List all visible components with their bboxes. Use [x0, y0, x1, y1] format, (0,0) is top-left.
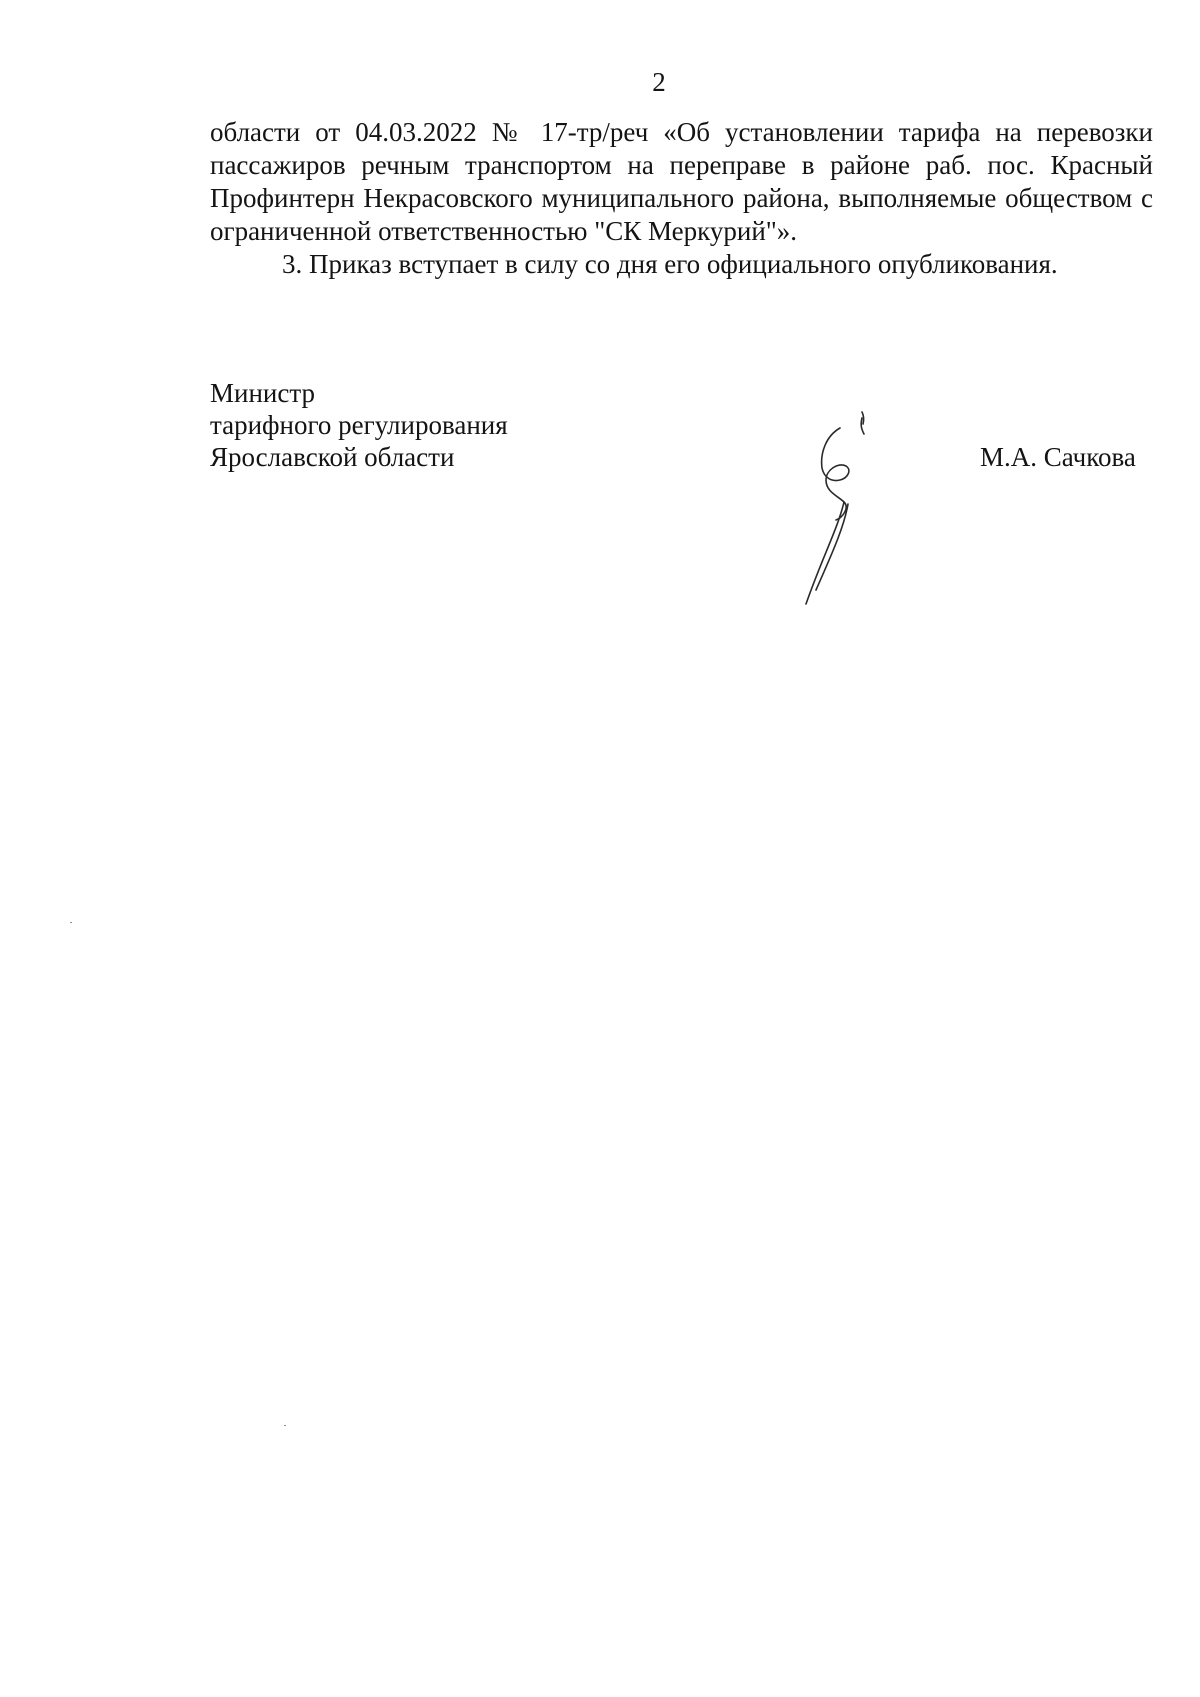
scan-speck	[284, 1425, 286, 1426]
signatory-name: М.А. Сачкова	[980, 442, 1136, 472]
signatory-title-line: Министр	[210, 378, 315, 408]
handwritten-signature	[796, 408, 906, 628]
signatory-title-line: тарифного регулирования	[210, 410, 508, 440]
scan-speck	[70, 922, 72, 923]
paragraph-item-3: 3. Приказ вступает в силу со дня его официального опубликования.	[282, 249, 1058, 279]
page-number: 2	[652, 67, 666, 97]
signatory-title	[210, 377, 508, 473]
paragraph-continuation: области от 04.03.2022 № 17-тр/реч «Об установлении тарифа на перевозки пассажиров речным транспортом на переправе в районе раб. пос. Красный Профинтерн Некрасовского муниципального района, выполняемые обществом с ограниченной ответственностью "СК Меркурий"».	[210, 117, 1153, 246]
document-body	[210, 116, 1153, 281]
signatory-title-line: Ярославской области	[210, 442, 455, 472]
